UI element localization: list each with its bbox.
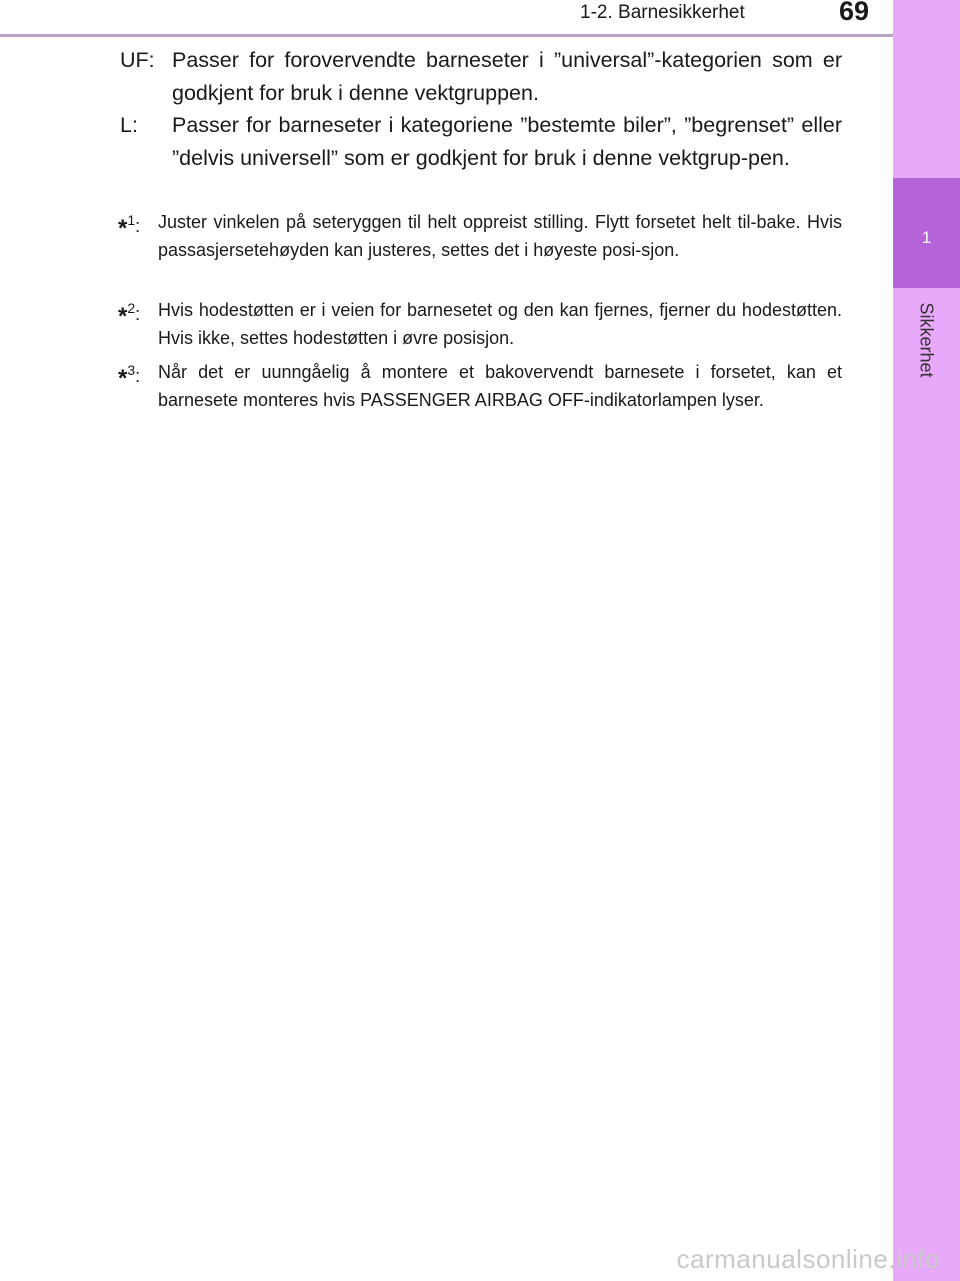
footnote-text: Juster vinkelen på seteryggen til helt oppreist stilling. Flytt forsetet helt til-bake. Hvis passasjersetehøyden kan justeres, settes det i høyeste posi-sjon. bbox=[158, 212, 842, 260]
footnote-1 bbox=[118, 208, 842, 264]
definition-key: L: bbox=[120, 113, 138, 137]
footnote-text: Hvis hodestøtten er i veien for barnesetet og den kan fjernes, fjerner du hodestøtten. Hvis ikke, settes hodestøtten i øvre posisjon. bbox=[158, 300, 842, 348]
footnote-3 bbox=[118, 358, 842, 414]
footnote-colon: : bbox=[135, 216, 141, 236]
footnote-text: Når det er uunngåelig å montere et bakovervendt barnesete i forsetet, kan et barnesete monteres hvis PASSENGER AIRBAG OFF-indikatorlampen lyser. bbox=[158, 362, 842, 410]
section-title: 1-2. Barnesikkerhet bbox=[580, 2, 745, 23]
footnote-marker bbox=[118, 294, 140, 331]
footnote-number: 1 bbox=[127, 212, 136, 228]
footnote-number: 2 bbox=[127, 300, 136, 316]
definition-item-l bbox=[120, 109, 842, 175]
footnote-colon: : bbox=[135, 304, 141, 324]
footnote-2 bbox=[118, 296, 842, 352]
asterisk-icon: * bbox=[118, 215, 128, 242]
footnote-marker bbox=[118, 356, 140, 393]
chapter-number: 1 bbox=[921, 228, 932, 247]
footnote-number: 3 bbox=[127, 362, 136, 378]
chapter-label: Sikkerhet bbox=[916, 302, 937, 378]
page-number: 69 bbox=[838, 0, 870, 26]
definition-key: UF: bbox=[120, 48, 155, 72]
watermark: carmanualsonline.info bbox=[676, 1244, 940, 1274]
footnote-colon: : bbox=[135, 366, 141, 386]
footnote-marker bbox=[118, 206, 140, 243]
definition-item-uf bbox=[120, 44, 842, 110]
definition-text: Passer for forovervendte barneseter i ”universal”-kategorien som er godkjent for bruk i denne vektgruppen. bbox=[172, 48, 842, 105]
asterisk-icon: * bbox=[118, 303, 128, 330]
definition-text: Passer for barneseter i kategoriene ”bestemte biler”, ”begrenset” eller ”delvis universell” som er godkjent for bruk i denne vektgrup-pen. bbox=[172, 113, 842, 170]
asterisk-icon: * bbox=[118, 365, 128, 392]
